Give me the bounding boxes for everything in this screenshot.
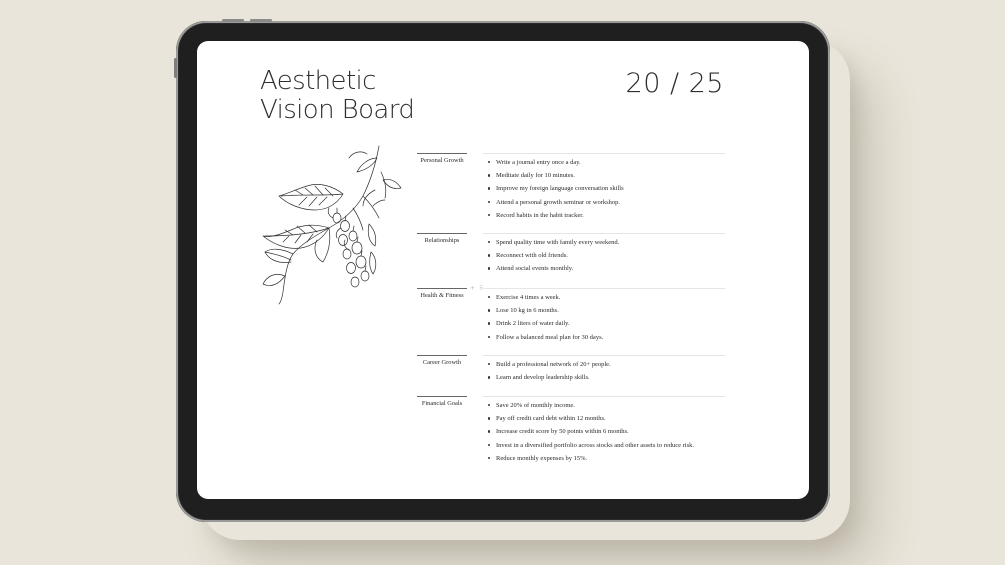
tablet-side-button	[174, 58, 177, 78]
section-divider	[483, 355, 725, 356]
goal-item: Lose 10 kg in 6 months.	[485, 304, 603, 317]
goal-item: Invest in a diversified portfolio across stocks and other assets to reduce risk.	[485, 439, 694, 452]
section-label: Relationships	[417, 233, 467, 245]
goal-item: Increase credit score by 50 points within 6 months.	[485, 425, 694, 438]
tablet-screen	[197, 41, 809, 499]
goal-item: Reduce monthly expenses by 15%.	[485, 452, 694, 465]
goal-item: Attend a personal growth seminar or workshop.	[485, 196, 624, 209]
section-divider	[483, 396, 725, 397]
goal-item: Exercise 4 times a week.	[485, 291, 603, 304]
vision-board-sections	[417, 153, 725, 473]
year-label: 20 / 25	[625, 68, 724, 99]
section-label: Career Growth	[417, 355, 467, 367]
section-goal-list	[485, 291, 603, 344]
goal-item: Build a professional network of 20+ people.	[485, 358, 611, 371]
section-divider	[483, 288, 725, 289]
section-divider	[483, 153, 725, 154]
section-label: Personal Growth	[417, 153, 467, 165]
page-title-line-1: Aesthetic	[260, 66, 376, 96]
goal-item: Spend quality time with family every weekend.	[485, 236, 619, 249]
section-goal-list	[485, 358, 611, 384]
section-divider	[483, 233, 725, 234]
page-title	[260, 67, 414, 125]
goal-item: Meditate daily for 10 minutes.	[485, 169, 624, 182]
section-goal-list	[485, 399, 694, 465]
goal-item: Improve my foreign language conversation skills	[485, 182, 624, 195]
botanical-branch-sketch-icon	[257, 144, 407, 306]
goal-item: Save 20% of monthly income.	[485, 399, 694, 412]
goal-item: Attend social events monthly.	[485, 262, 619, 275]
tablet-top-button	[222, 19, 244, 22]
goal-item: Follow a balanced meal plan for 30 days.	[485, 331, 603, 344]
tablet-top-button	[250, 19, 272, 22]
page-title-line-2: Vision Board	[260, 95, 415, 125]
goal-item: Write a journal entry once a day.	[485, 156, 624, 169]
goal-item: Reconnect with old friends.	[485, 249, 619, 262]
section-goal-list	[485, 156, 624, 222]
section-label: Health & Fitness	[417, 288, 467, 300]
add-and-drag-handle-icon[interactable]: + ⠿	[470, 285, 485, 292]
goal-item: Drink 2 liters of water daily.	[485, 317, 603, 330]
section-label: Financial Goals	[417, 396, 467, 408]
goal-item: Record habits in the habit tracker.	[485, 209, 624, 222]
goal-item: Learn and develop leadership skills.	[485, 371, 611, 384]
section-goal-list	[485, 236, 619, 276]
goal-item: Pay off credit card debt within 12 months.	[485, 412, 694, 425]
